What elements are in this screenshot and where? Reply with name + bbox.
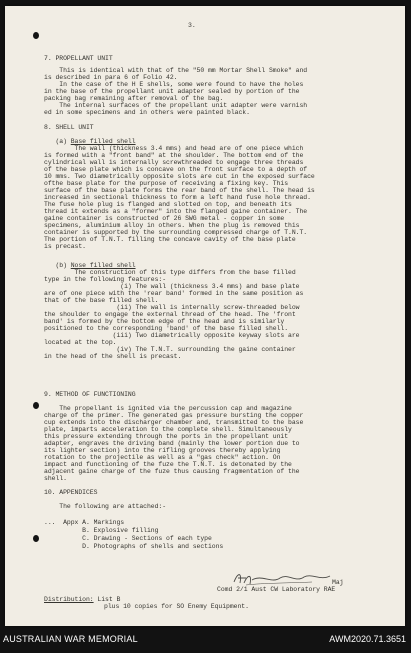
subsection-a-line: is formed with a "front band" at the shoulder. The bottom end of the bbox=[44, 152, 304, 159]
section-9-line: plate, imparts acceleration to the complete shell. Simultaneously bbox=[44, 426, 292, 433]
subsection-a-line: specimens, aluminium alloy in others. When the plug is removed this bbox=[44, 222, 300, 229]
section-9-line: charge of the primer. The generated gas pressure bursting the copper bbox=[44, 412, 304, 419]
subsection-a-line: The fuse hole plug is flanged and slotted on top, and beneath its bbox=[44, 201, 292, 208]
appendix-item: D. Photographs of shells and sections bbox=[44, 543, 224, 550]
section-9-line: adapter, engraves the driving band (mainly the lower portion due to bbox=[44, 440, 300, 447]
section-9-line: this pressure extending through the ports in the propellant unit bbox=[44, 433, 289, 440]
signature-rank: Maj bbox=[332, 579, 344, 586]
subsection-b-line: in the head of the shell is precast. bbox=[44, 353, 182, 360]
subsection-b-line: The construction of this type differs from the base filled bbox=[44, 269, 296, 276]
signature-unit: Comd 2/1 Aust CW Laboratory RAE bbox=[217, 586, 336, 593]
footer-accession-number: AWM2020.71.3651 bbox=[329, 634, 406, 644]
section-7-line: This is identical with that of the "50 mm Mortar Shell Smoke" and bbox=[44, 67, 308, 74]
section-9-line: rotation to the projectile as well as a "gas check" action. On bbox=[44, 454, 281, 461]
appendices-intro: The following are attached:- bbox=[44, 503, 167, 510]
subsection-b-line: (iv) The T.N.T. surrounding the gaine container bbox=[44, 346, 296, 353]
subsection-a-line: 10 mms. Two diametrically opposite slots are cut in the exposed surface bbox=[44, 173, 315, 180]
section-9-heading: 9. METHOD OF FUNCTIONING bbox=[44, 391, 136, 398]
page-number: 3. bbox=[188, 22, 196, 29]
subsection-a-line: The portion of T.N.T. filling the concave cavity of the base plate bbox=[44, 236, 296, 243]
footer-source: AUSTRALIAN WAR MEMORIAL bbox=[3, 634, 138, 644]
section-10-heading: 10. APPENDICES bbox=[44, 489, 98, 496]
subsection-a-line: The wall (thickness 3.4 mms) and head are of one piece which bbox=[44, 145, 304, 152]
section-9-line: The propellant is ignited via the percussion cap and magazine bbox=[44, 405, 292, 412]
subsection-b-line: are of one piece with the 'rear band' formed in the same position as bbox=[44, 290, 304, 297]
section-7-line: in the base of the propellant unit adapter sealed by portion of the bbox=[44, 88, 300, 95]
subsection-b-line: band' is formed by the bottom edge of the head and is similarly bbox=[44, 318, 285, 325]
subsection-b-line: (ii) The wall is internally screw-threaded below bbox=[44, 304, 300, 311]
subsection-a-line: is precast. bbox=[44, 243, 86, 250]
section-9-line: adjacent gaine charge of the fuze thus causing fragmentation of the bbox=[44, 468, 300, 475]
subsection-b-line: positioned to the corresponding 'band' of the base filled shell. bbox=[44, 325, 289, 332]
subsection-a-title: Base filled shell bbox=[70, 138, 136, 145]
section-9-line: cup extends into the discharger chamber and, transmitted to the base bbox=[44, 419, 304, 426]
section-7-line: In the case of the H E shells, some were found to have the holes bbox=[44, 81, 304, 88]
appendix-item: C. Drawing - Sections of each type bbox=[44, 535, 212, 542]
section-7-line: is described in para 6 of Folio 42. bbox=[44, 74, 178, 81]
section-9-line: shell. bbox=[44, 475, 67, 482]
subsection-a-line: increased in sectional thickness to form a left hand fuse hole thread. bbox=[44, 194, 311, 201]
subsection-a-line: container is supported by the surrounding compressed charge of T.N.T. bbox=[44, 229, 308, 236]
section-7-line: The internal surfaces of the propellant unit adapter were varnish bbox=[44, 102, 308, 109]
section-7-line: packing bag remaining after removal of the bag. bbox=[44, 95, 224, 102]
subsection-a-line: of the base plate which is concave on the front surface to a depth of bbox=[44, 166, 308, 173]
punch-hole-bottom bbox=[33, 535, 39, 542]
section-7-line: ed in some specimens and in others were painted black. bbox=[44, 109, 250, 116]
subsection-b-label: (b) bbox=[44, 262, 71, 269]
section-7-heading: 7. PROPELLANT UNIT bbox=[44, 55, 113, 62]
punch-hole-top bbox=[33, 32, 39, 39]
section-8-heading: 8. SHELL UNIT bbox=[44, 124, 94, 131]
subsection-b-line: located at the top. bbox=[44, 339, 117, 346]
subsection-b-line: (i) The wall (thickness 3.4 mms) and base plate bbox=[44, 283, 300, 290]
appendix-item: ... Appx A. Markings bbox=[44, 519, 125, 526]
subsection-b-line: the shoulder to engage the external thread of the head. The 'front bbox=[44, 311, 296, 318]
punch-hole-middle bbox=[33, 402, 39, 409]
distribution-extra: plus 10 copies for SO Enemy Equipment. bbox=[104, 603, 249, 610]
subsection-b-line: that of the base filled shell. bbox=[44, 297, 159, 304]
distribution-value: List B bbox=[93, 596, 121, 603]
subsection-a-line: gaine container is constructed of 26 SWG metal - copper in some bbox=[44, 215, 285, 222]
section-9-line: impact and functioning of the fuze the T.N.T. is detonated by the bbox=[44, 461, 292, 468]
distribution-label: Distribution: bbox=[44, 596, 94, 603]
section-9-line: its lighter section) into the rifling grooves thereby applying bbox=[44, 447, 281, 454]
subsection-a-line: cylindrical wall is internally screwthreaded to engage three threads bbox=[44, 159, 304, 166]
subsection-a-line: surface of the base plate forms the rear band of the shell. The head is bbox=[44, 187, 315, 194]
appendix-item: B. Explosive filling bbox=[44, 527, 159, 534]
subsection-a-line: ofthe base plate for the purpose of receiving a fixing key. This bbox=[44, 180, 289, 187]
subsection-b-line: type in the following features:- bbox=[44, 276, 167, 283]
subsection-a-label: (a) bbox=[44, 138, 71, 145]
subsection-b-title: Nose filled shell bbox=[70, 262, 136, 269]
subsection-b-line: (iii) Two diametrically opposite keyway slots are bbox=[44, 332, 300, 339]
subsection-a-line: thread it extends as a "former" into the flanged gaine container. The bbox=[44, 208, 308, 215]
